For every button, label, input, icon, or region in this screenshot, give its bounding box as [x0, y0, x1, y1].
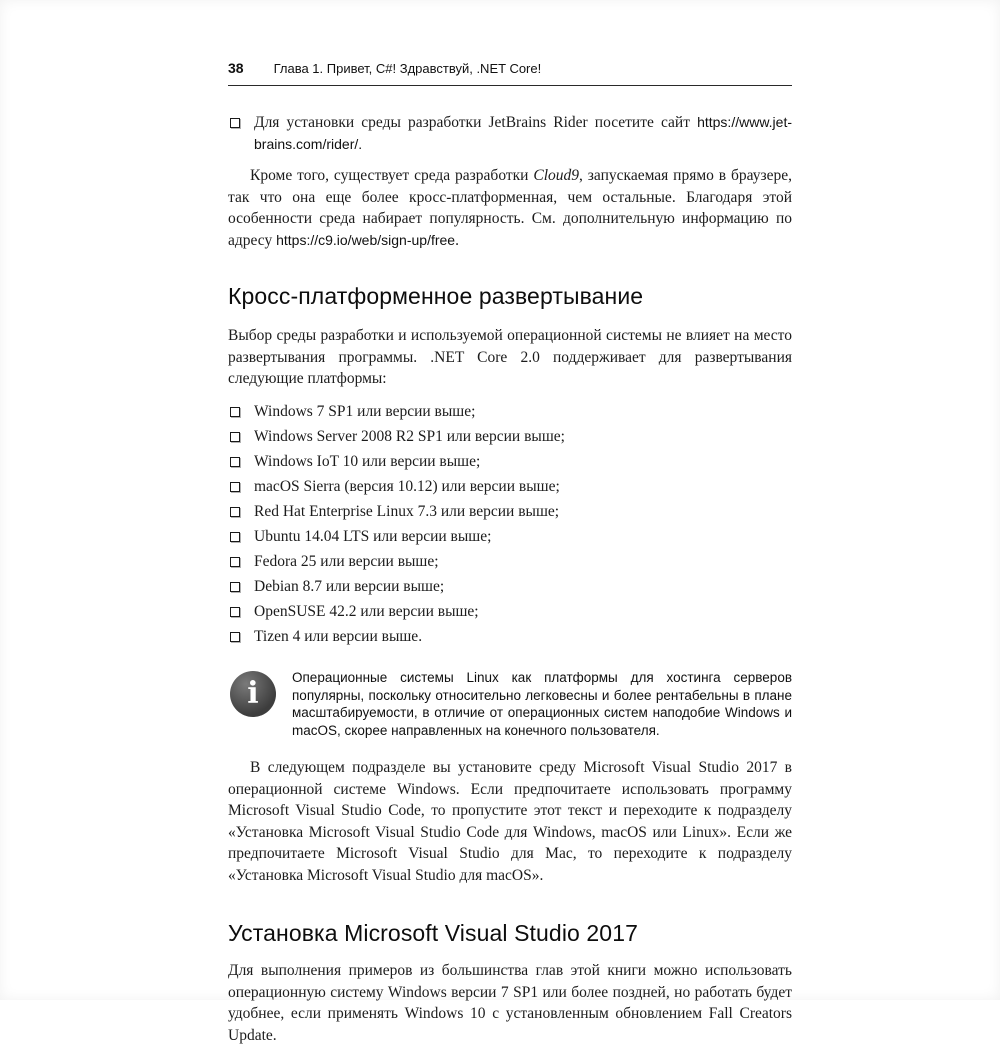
square-bullet-icon: [230, 118, 240, 128]
paragraph-deployment-intro: Выбор среды разработки и используемой операционной системы не влияет на место развертывания программы. .NET Core 2.0 поддерживает для развертывания следующие платформы:: [228, 327, 792, 387]
info-icon: [230, 671, 276, 717]
square-bullet-icon: [230, 432, 240, 442]
list-item-jetbrains: [228, 112, 792, 155]
square-bullet-icon: [230, 407, 240, 417]
list-item: [228, 426, 792, 448]
platform-label: Windows 7 SP1 или версии выше;: [254, 402, 476, 420]
platform-label: Ubuntu 14.04 LTS или версии выше;: [254, 527, 492, 545]
square-bullet-icon: [230, 607, 240, 617]
list-item: [228, 551, 792, 573]
list-item: [228, 576, 792, 598]
list-item: [228, 501, 792, 523]
platform-list: [228, 401, 792, 648]
platform-label: macOS Sierra (версия 10.12) или версии выше;: [254, 477, 560, 495]
square-bullet-icon: [230, 457, 240, 467]
list-item: [228, 476, 792, 498]
cloud9-signup-link[interactable]: https://c9.io/web/sign-up/free: [276, 231, 456, 248]
cloud9-text-1: Кроме того, существует среда разработки: [250, 167, 534, 184]
square-bullet-icon: [230, 507, 240, 517]
platform-label: Fedora 25 или версии выше;: [254, 552, 439, 570]
platform-label: OpenSUSE 42.2 или версии выше;: [254, 602, 479, 620]
square-bullet-icon: [230, 482, 240, 492]
jetbrains-text: Для установки среды разработки JetBrains Rider посетите сайт: [254, 114, 698, 131]
list-item: [228, 401, 792, 423]
list-item: [228, 626, 792, 648]
list-item-text: [254, 112, 792, 155]
content-column: [228, 60, 792, 1046]
platform-label: Red Hat Enterprise Linux 7.3 или версии выше;: [254, 502, 560, 520]
paragraph-cloud9: [228, 165, 792, 251]
page-number: 38: [228, 60, 244, 76]
square-bullet-icon: [230, 532, 240, 542]
cloud9-text-2: , запускаемая прямо в браузере, так что она еще более кросс-платформенная, чем остальные. Благодаря этой особенности среда набирает популярность. См. дополнительную информацию по адресу: [228, 167, 793, 249]
platform-label: Windows Server 2008 R2 SP1 или версии выше;: [254, 427, 565, 445]
list-item: [228, 601, 792, 623]
platform-label: Windows IoT 10 или версии выше;: [254, 452, 481, 470]
paragraph-install-intro: Для выполнения примеров из большинства глав этой книги можно использовать операционную систему Windows версии 7 SP1 или более поздней, но работать будет удобнее, если применять Windows 10 с установленным обновлением Fall Creators Update.: [228, 962, 792, 1044]
paragraph-transition: В следующем подразделе вы установите среду Microsoft Visual Studio 2017 в операционной системе Windows. Если предпочитаете использовать программу Microsoft Visual Studio Code, то пропустите этот текст и переходите к подразделу «Установка Microsoft Visual Studio Code для Windows, macOS или Linux». Если же предпочитаете Microsoft Visual Studio для Mac, то переходите к подразделу «Установка Microsoft Visual Studio для macOS».: [228, 759, 792, 884]
platform-label: Tizen 4 или версии выше.: [254, 627, 423, 645]
square-bullet-icon: [230, 632, 240, 642]
section-title-install-vs2017: Установка Microsoft Visual Studio 2017: [228, 920, 638, 946]
note-box: [228, 669, 792, 739]
jetbrains-rider-link[interactable]: https://www.jet-brains.com/rider/.: [254, 114, 792, 152]
note-text: Операционные системы Linux как платформы для хостинга серверов популярны, поскольку относительно легковесны и более рентабельны в плане масштабируемости, в отличие от операционных систем наподобие Windows и macOS, скорее направленных на конечного пользователя.: [292, 670, 792, 738]
info-icon-glyph: i: [247, 676, 259, 711]
cloud9-emphasis: Cloud9: [533, 167, 580, 184]
chapter-title: Глава 1. Привет, C#! Здравствуй, .NET Core!: [273, 61, 542, 76]
square-bullet-icon: [230, 582, 240, 592]
running-head: [228, 60, 792, 86]
square-bullet-icon: [230, 557, 240, 567]
platform-label: Debian 8.7 или версии выше;: [254, 577, 445, 595]
list-item: [228, 451, 792, 473]
cloud9-text-3: .: [455, 231, 459, 249]
section-title-cross-platform: Кросс-платформенное развертывание: [228, 283, 644, 309]
list-item: [228, 526, 792, 548]
